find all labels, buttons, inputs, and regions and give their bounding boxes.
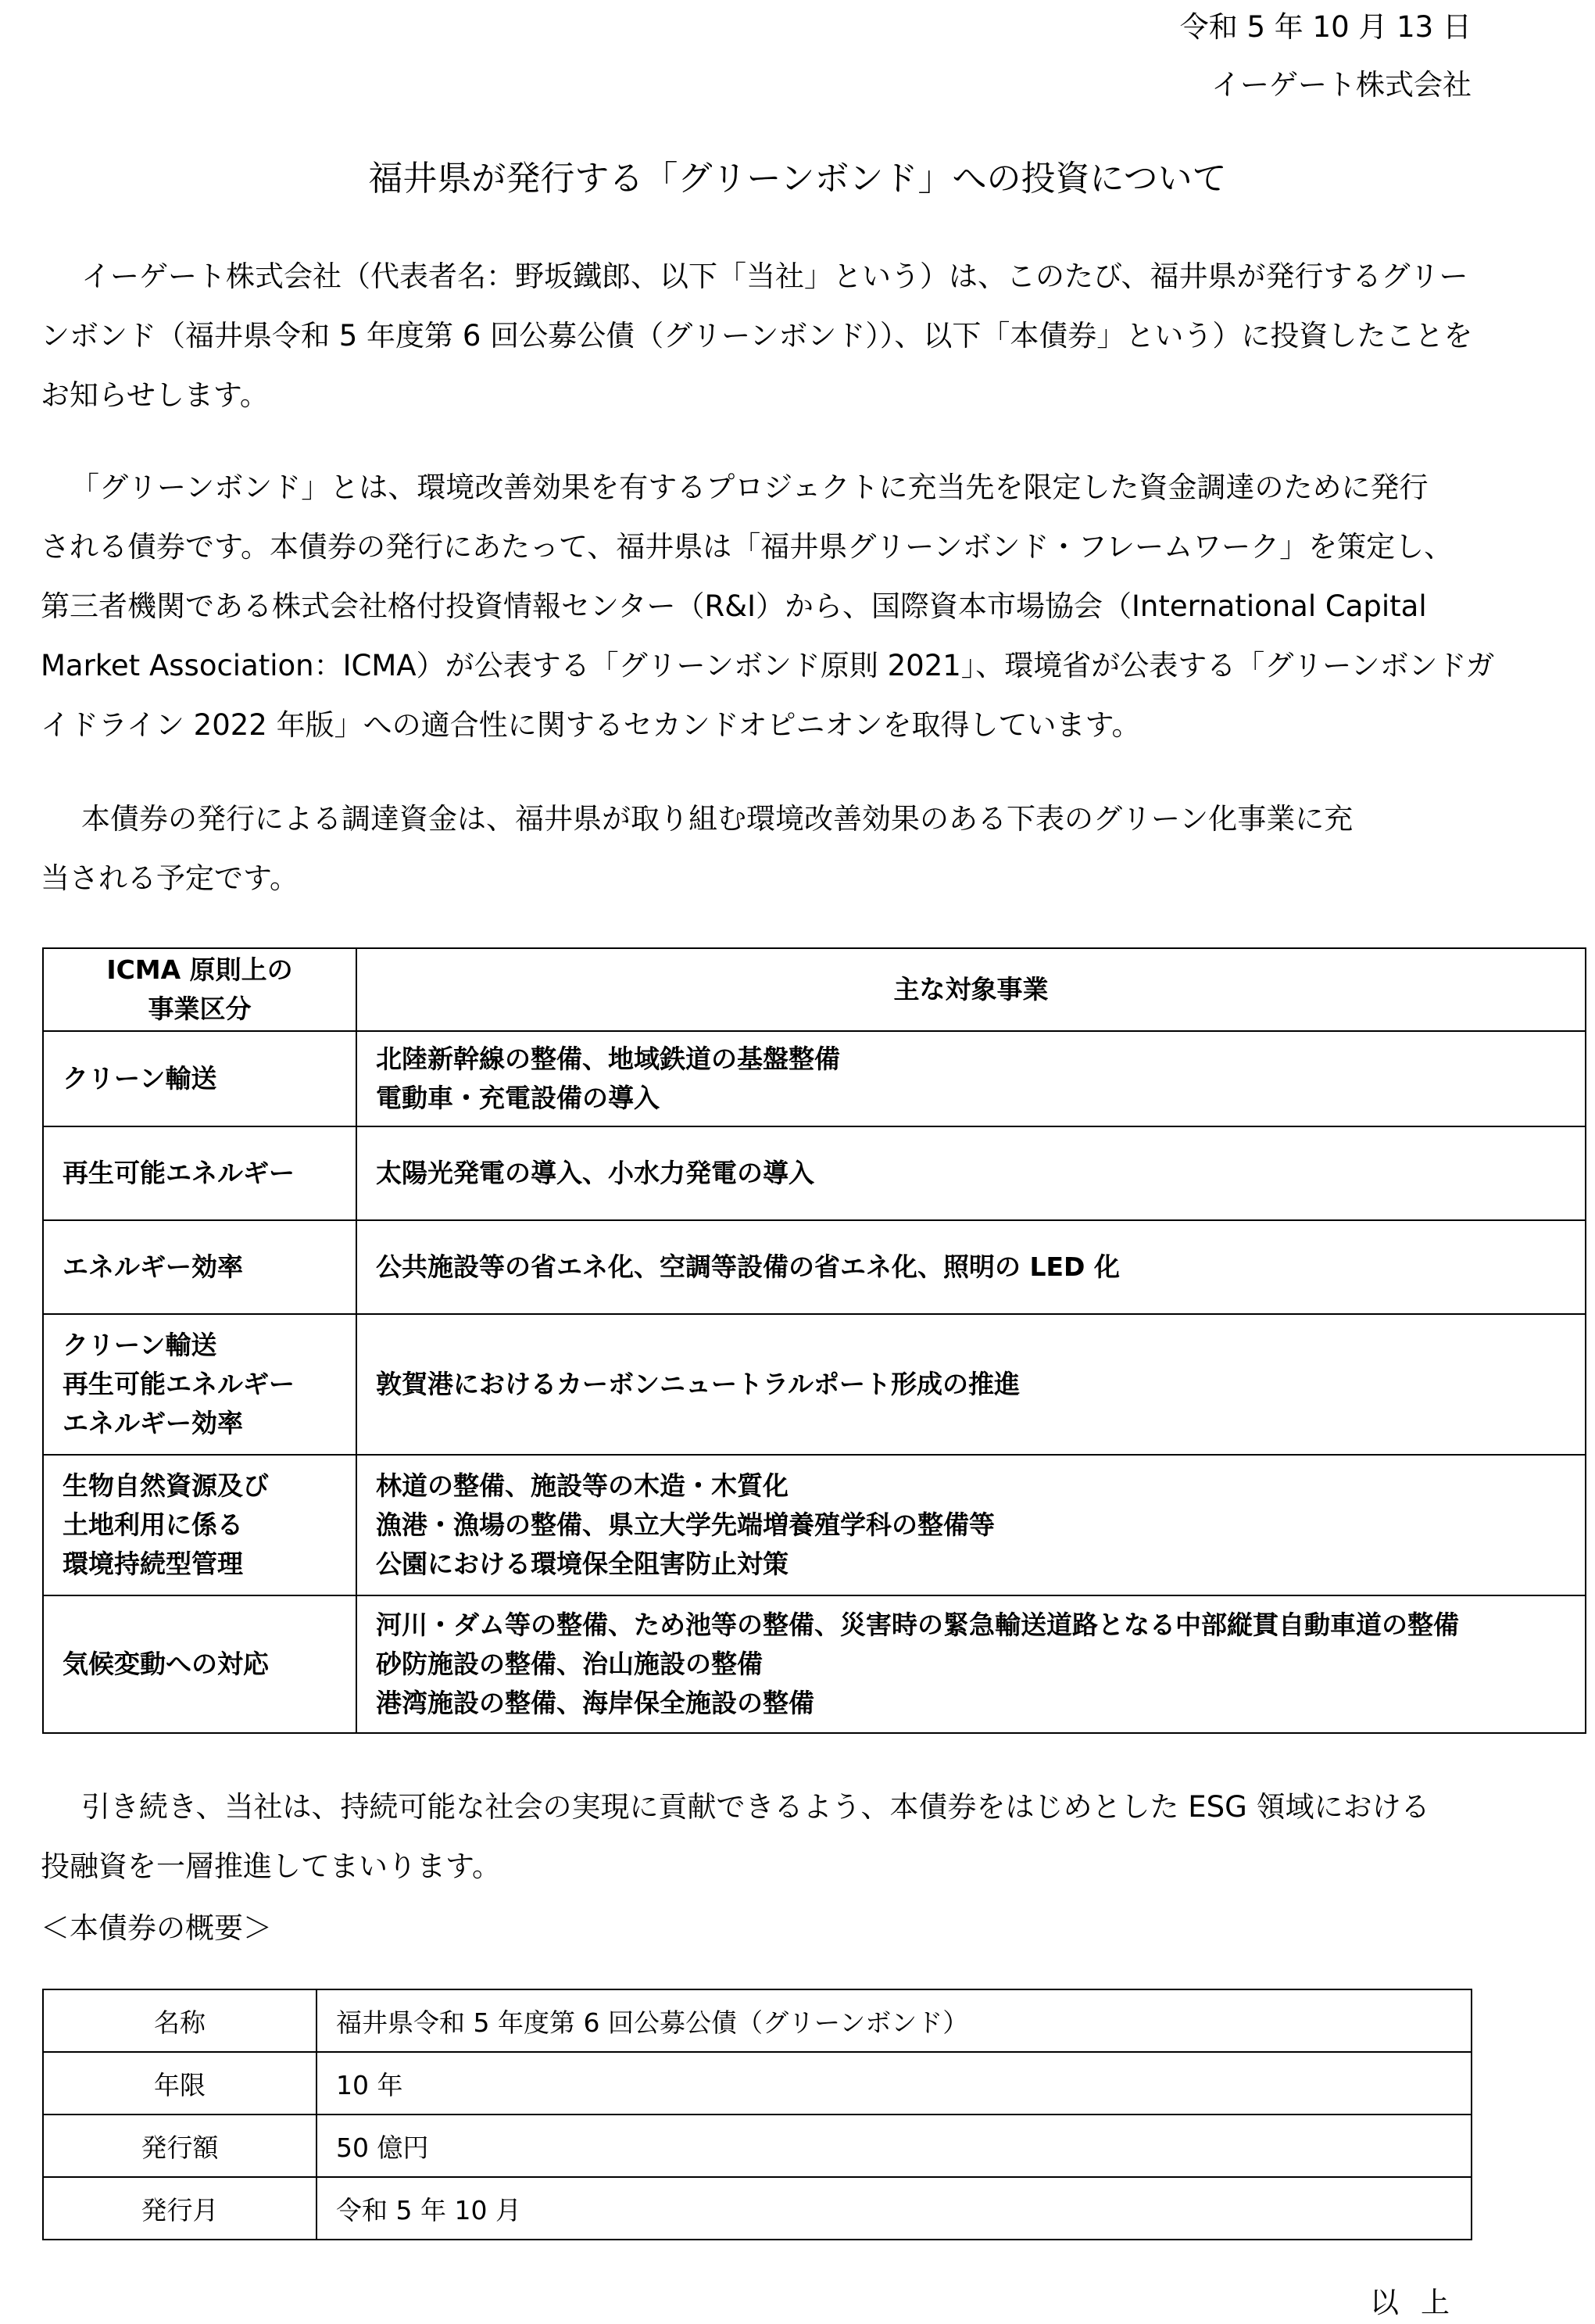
cell-text: 土地利用に係る: [63, 1509, 243, 1540]
projects-cell: [356, 1314, 1586, 1455]
category-cell: [43, 1595, 356, 1733]
header-text: 事業区分: [148, 994, 252, 1024]
text-line: イドライン 2022 年版」への適合性に関するセカンドオピニオンを取得しています。: [41, 708, 1141, 742]
table-row: [43, 1220, 1586, 1314]
table-row: [43, 1031, 1586, 1126]
cell-text: 漁港・漁場の整備、県立大学先端増養殖学科の整備等: [376, 1509, 995, 1540]
cell-text: エネルギー効率: [63, 1252, 243, 1282]
cell-text: 生物自然資源及び: [63, 1470, 269, 1501]
text-line: ンボンド（福井県令和 5 年度第 6 回公募公債（グリーンボンド））、以下「本債券」という）に投資したことを: [41, 319, 1473, 353]
cell-text: 敦賀港におけるカーボンニュートラルポート形成の推進: [376, 1369, 1021, 1399]
header-text: ICMA 原則上の: [106, 954, 293, 985]
text-line: 第三者機関である株式会社格付投資情報センター（R&I）から、国際資本市場協会（International Capital: [41, 589, 1427, 623]
cell-text: クリーン輸送: [63, 1063, 217, 1094]
intro-paragraph: [41, 247, 1472, 425]
table-row: [43, 2052, 1472, 2115]
overview-value: 10 年: [316, 2052, 1472, 2115]
document-title: 福井県が発行する「グリーンボンド」への投資について: [368, 159, 1227, 199]
cell-text: 公共施設等の省エネ化、空調等設備の省エネ化、照明の LED 化: [376, 1252, 1120, 1282]
category-cell: [43, 1220, 356, 1314]
text-line: Market Association：ICMA）が公表する「グリーンボンド原則 2021」、環境省が公表する「グリーンボンドガ: [41, 649, 1495, 682]
use-of-funds-paragraph: [41, 790, 1353, 908]
cell-text: エネルギー効率: [63, 1408, 243, 1438]
category-cell: [43, 1455, 356, 1595]
cell-text: 林道の整備、施設等の木造・木質化: [376, 1470, 789, 1501]
text-line: イーゲート株式会社（代表者名：野坂鐵郎、以下「当社」という）は、このたび、福井県が発行するグリー: [81, 260, 1468, 293]
table-row: [43, 1126, 1586, 1220]
table-row: [43, 2177, 1472, 2240]
overview-key: 年限: [43, 2052, 316, 2115]
overview-value: 50 億円: [316, 2115, 1472, 2177]
text-line: 引き続き、当社は、持続可能な社会の実現に貢献できるよう、本債券をはじめとした ESG 領域における: [81, 1790, 1430, 1824]
overview-key: 発行月: [43, 2177, 316, 2240]
projects-cell: [356, 1031, 1586, 1126]
text-line: 当される予定です。: [41, 861, 299, 895]
cell-text: 電動車・充電設備の導入: [376, 1083, 660, 1113]
overview-value: 福井県令和 5 年度第 6 回公募公債（グリーンボンド）: [316, 1989, 1472, 2052]
header-category: [43, 948, 356, 1031]
cell-text: 北陸新幹線の整備、地域鉄道の基盤整備: [376, 1044, 840, 1074]
company-name: イーゲート株式会社: [1211, 68, 1472, 102]
cell-text: 河川・ダム等の整備、ため池等の整備、災害時の緊急輸送道路となる中部縦貫自動車道の整備: [376, 1610, 1459, 1640]
overview-heading: ＜本債券の概要＞: [41, 1911, 272, 1945]
projects-table: [42, 947, 1586, 1734]
cell-text: 再生可能エネルギー: [63, 1369, 295, 1399]
text-line: される債券です。本債券の発行にあたって、福井県は「福井県グリーンボンド・フレームワーク」を策定し、: [41, 530, 1454, 564]
definition-paragraph: [41, 458, 1494, 755]
table-row: [43, 1989, 1472, 2052]
table-row: [43, 1595, 1586, 1733]
table-row: [43, 1314, 1586, 1455]
cell-text: 公園における環境保全阻害防止対策: [376, 1549, 789, 1579]
cell-text: クリーン輸送: [63, 1330, 217, 1360]
table-row: [43, 1455, 1586, 1595]
text-line: お知らせします。: [41, 378, 269, 412]
overview-table: [42, 1989, 1472, 2240]
end-mark: 以上: [1370, 2286, 1472, 2319]
projects-cell: [356, 1595, 1586, 1733]
table-header-row: [43, 948, 1586, 1031]
overview-key: 名称: [43, 1989, 316, 2052]
cell-text: 港湾施設の整備、海岸保全施設の整備: [376, 1688, 814, 1718]
cell-text: 環境持続型管理: [63, 1549, 243, 1579]
projects-cell: [356, 1126, 1586, 1220]
cell-text: 太陽光発電の導入、小水力発電の導入: [376, 1158, 814, 1188]
document-date: 令和 5 年 10 月 13 日: [1179, 10, 1472, 44]
header-projects: 主な対象事業: [356, 948, 1586, 1031]
cell-text: 気候変動への対応: [63, 1649, 269, 1679]
overview-value: 令和 5 年 10 月: [316, 2177, 1472, 2240]
text-line: 本債券の発行による調達資金は、福井県が取り組む環境改善効果のある下表のグリーン化事業に充: [81, 802, 1354, 836]
text-line: 投融資を一層推進してまいります。: [41, 1850, 502, 1883]
projects-cell: [356, 1220, 1586, 1314]
text-line: 「グリーンボンド」とは、環境改善効果を有するプロジェクトに充当先を限定した資金調達のために発行: [70, 471, 1429, 504]
category-cell: [43, 1314, 356, 1455]
category-cell: [43, 1126, 356, 1220]
table-row: [43, 2115, 1472, 2177]
cell-text: 再生可能エネルギー: [63, 1158, 295, 1188]
projects-cell: [356, 1455, 1586, 1595]
category-cell: [43, 1031, 356, 1126]
overview-key: 発行額: [43, 2115, 316, 2177]
cell-text: 砂防施設の整備、治山施設の整備: [376, 1649, 763, 1679]
closing-paragraph: [41, 1778, 1430, 1896]
